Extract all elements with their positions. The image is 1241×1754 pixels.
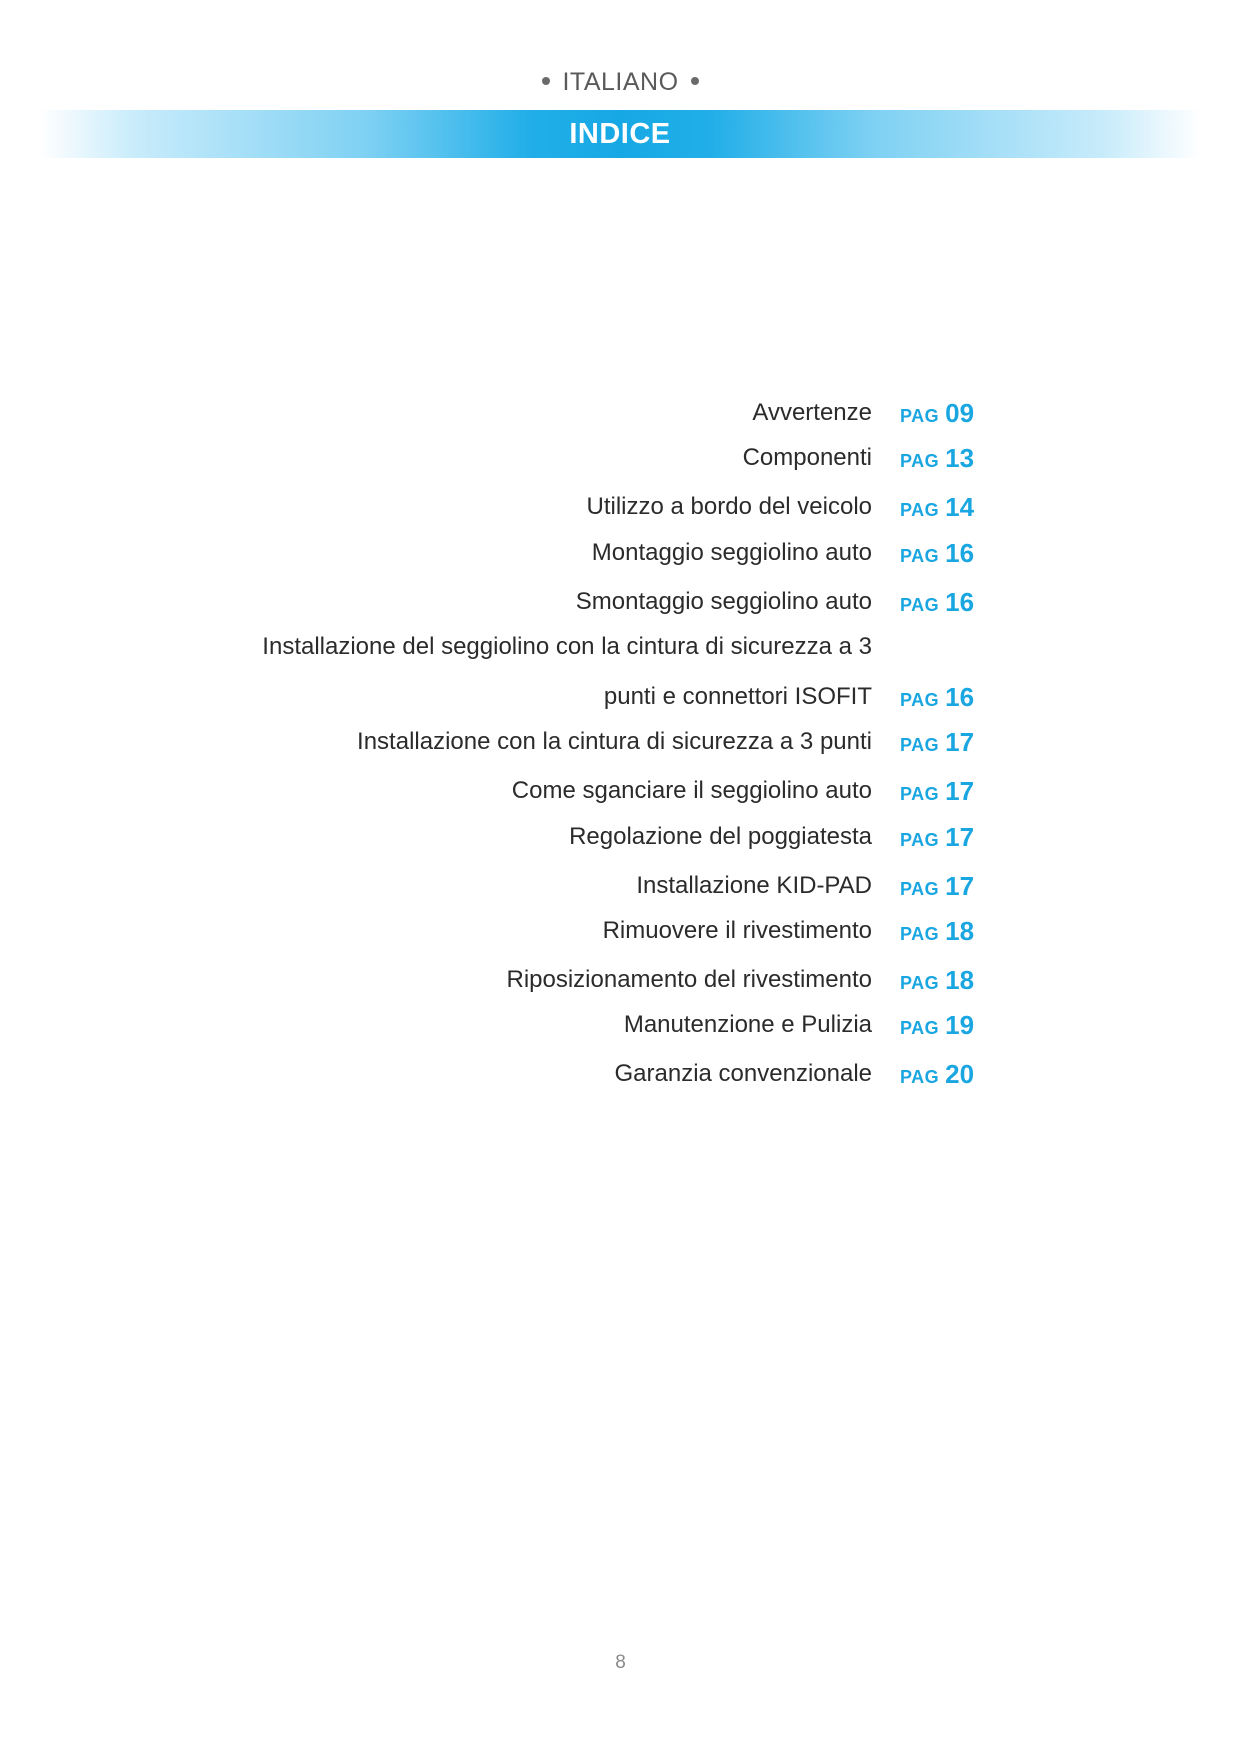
toc-entry (200, 440, 980, 480)
toc-entry-page-ref (900, 1056, 974, 1097)
toc-entry-label: punti e connettori ISOFIT (603, 683, 872, 710)
toc-page-number: 17 (945, 776, 975, 806)
toc-entry-label: Riposizionamento del rivestimento (506, 966, 872, 993)
toc-page-prefix: PAG (900, 406, 940, 426)
toc-entry (200, 773, 980, 813)
toc-entry-page-ref (900, 773, 974, 814)
toc-page-prefix: PAG (900, 1018, 940, 1038)
toc-page-number: 18 (945, 965, 975, 995)
toc-entry (200, 819, 980, 859)
toc-entry-label: Installazione del seggiolino con la cintura di sicurezza a 3 (262, 633, 872, 660)
toc-entry-label: Avvertenze (752, 399, 872, 426)
toc-page-number: 16 (945, 538, 975, 568)
toc-page-number: 17 (945, 871, 975, 901)
toc-page-prefix: PAG (900, 595, 940, 615)
toc-page-prefix: PAG (900, 1067, 940, 1087)
toc-entry-page-ref (900, 679, 974, 720)
toc-entry-label: Componenti (742, 444, 872, 471)
toc-entry (200, 724, 980, 764)
toc-entry-label: Utilizzo a bordo del veicolo (586, 493, 872, 520)
toc-page-number: 16 (945, 587, 975, 617)
toc-entry-label: Garanzia convenzionale (614, 1060, 872, 1087)
toc-entry-label: Regolazione del poggiatesta (569, 823, 872, 850)
toc-page-number: 16 (945, 682, 975, 712)
toc-page-prefix: PAG (900, 784, 940, 804)
toc-page-number: 14 (945, 492, 975, 522)
toc-entry (200, 584, 980, 624)
toc-entry-page-ref (900, 913, 974, 954)
toc-entry (200, 489, 980, 529)
toc-entry-page-ref (900, 440, 974, 481)
toc-page-prefix: PAG (900, 924, 940, 944)
page-title: INDICE (569, 118, 671, 150)
toc-entry-page-ref (900, 584, 974, 625)
toc-entry-page-ref (900, 724, 974, 765)
toc-page-number: 17 (945, 822, 975, 852)
toc-page-number: 13 (945, 443, 975, 473)
toc-page-prefix: PAG (900, 690, 940, 710)
toc-entry-label: Come sganciare il seggiolino auto (511, 777, 872, 804)
toc-page-prefix: PAG (900, 451, 940, 471)
toc-entry (200, 629, 980, 669)
language-label: ITALIANO (562, 68, 679, 96)
page-number: 8 (615, 1652, 626, 1673)
toc-entry-page-ref (900, 868, 974, 909)
toc-entry-page-ref (900, 1007, 974, 1048)
toc-entry-label: Montaggio seggiolino auto (591, 539, 872, 566)
toc-entry-label: Installazione con la cintura di sicurezza a 3 punti (357, 728, 872, 755)
toc-entry (200, 1056, 980, 1096)
toc-entry (200, 1007, 980, 1047)
toc-page-prefix: PAG (900, 879, 940, 899)
toc-page-prefix: PAG (900, 735, 940, 755)
toc-page-number: 20 (945, 1059, 975, 1089)
toc-page-number: 18 (945, 916, 975, 946)
toc-entry-page-ref (900, 395, 974, 436)
toc-page-prefix: PAG (900, 500, 940, 520)
toc-page-prefix: PAG (900, 973, 940, 993)
toc-entry-label: Rimuovere il rivestimento (602, 917, 872, 944)
toc-page-number: 17 (945, 727, 975, 757)
toc-page-number: 19 (945, 1010, 975, 1040)
toc-entry (200, 535, 980, 575)
toc-page-prefix: PAG (900, 830, 940, 850)
toc-entry-label: Smontaggio seggiolino auto (575, 588, 872, 615)
toc-page-prefix: PAG (900, 546, 940, 566)
toc-entry (200, 868, 980, 908)
toc-entry (200, 395, 980, 435)
toc-entry-page-ref (900, 819, 974, 860)
toc-entry-page-ref (900, 489, 974, 530)
toc-entry (200, 962, 980, 1002)
toc-entry-page-ref (900, 962, 974, 1003)
toc-entry-page-ref (900, 535, 974, 576)
toc-entry-label: Installazione KID-PAD (636, 872, 872, 899)
toc-entry-label: Manutenzione e Pulizia (623, 1011, 872, 1038)
toc-page-number: 09 (945, 398, 975, 428)
toc-entry (200, 679, 980, 719)
toc-entry (200, 913, 980, 953)
